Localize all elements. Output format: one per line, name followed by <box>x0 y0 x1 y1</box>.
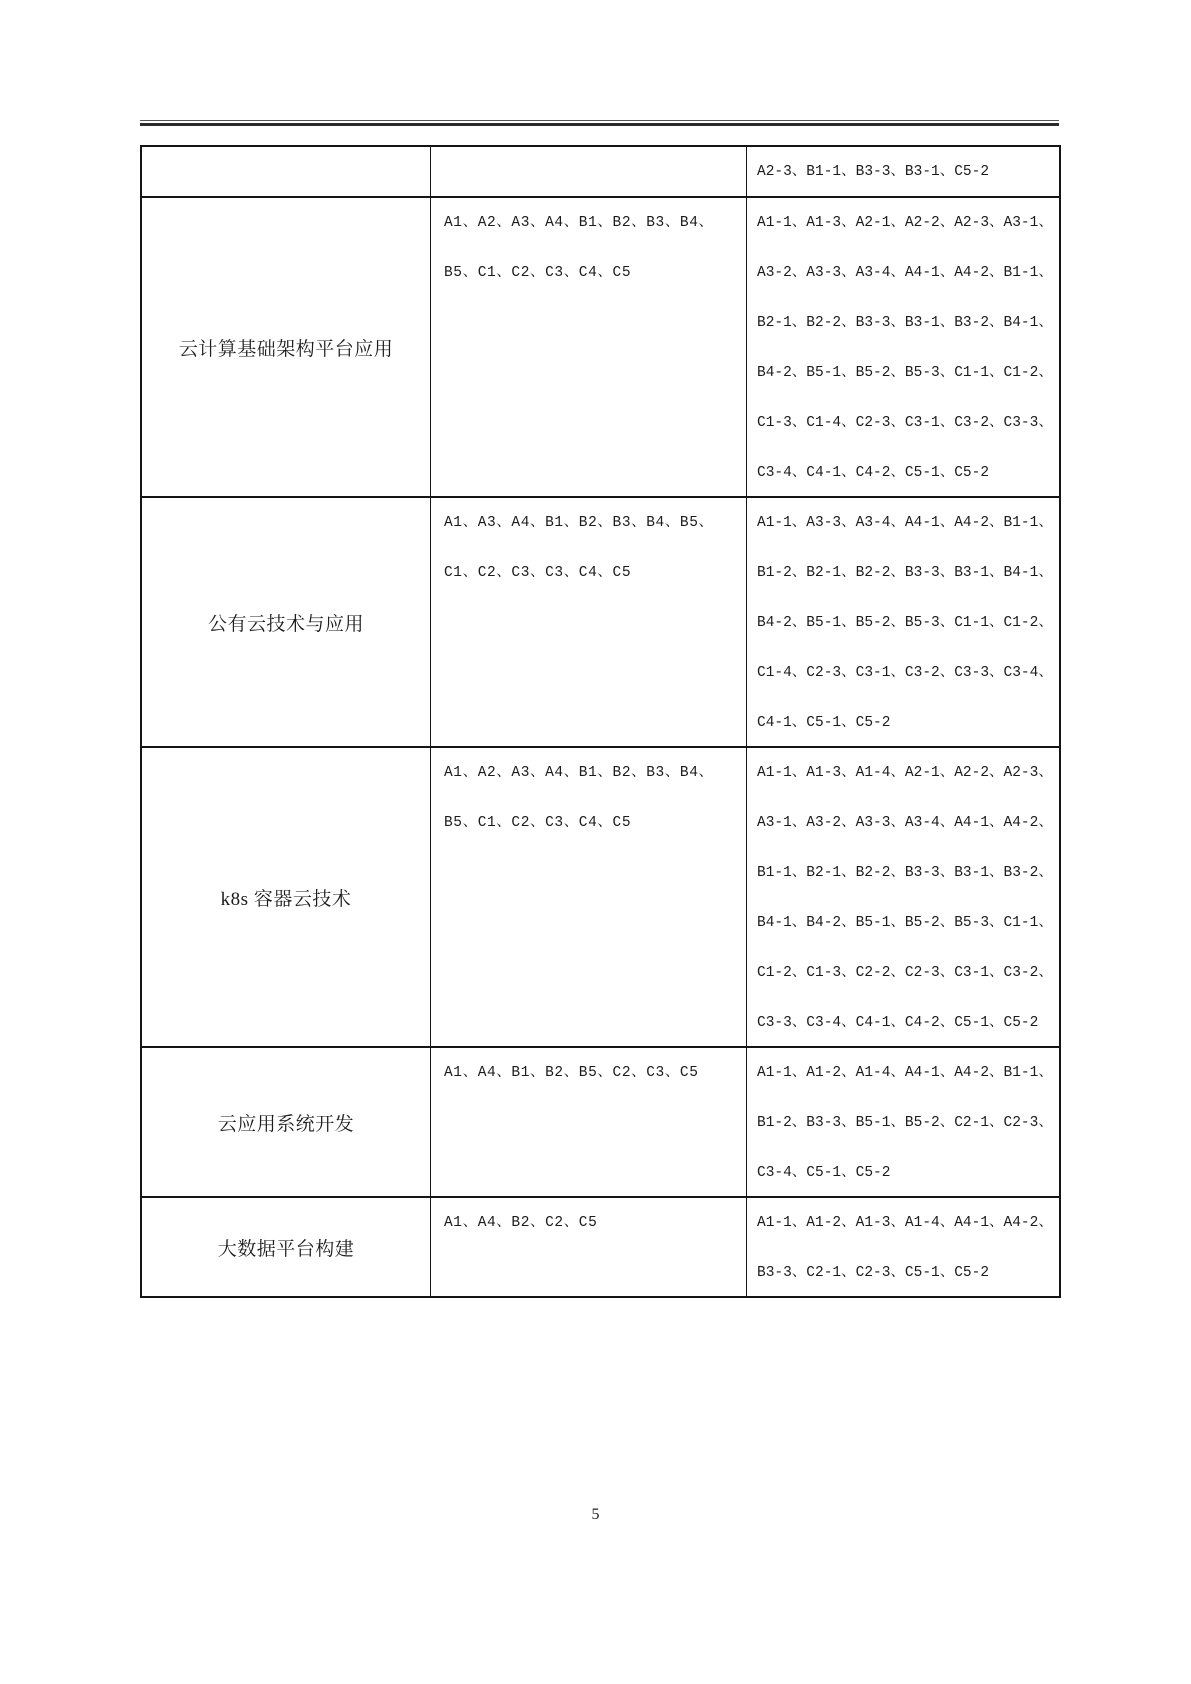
header-rule <box>140 120 1059 126</box>
course-name: 云计算基础架构平台应用 <box>178 338 394 360</box>
unit-code-line: A1、A2、A3、A4、B1、B2、B3、B4、 <box>444 215 714 231</box>
table-row <box>142 746 1059 1046</box>
course-name: k8s 容器云技术 <box>220 888 352 910</box>
detail-codes-cell <box>747 1048 1059 1196</box>
detail-codes-cell <box>747 1198 1059 1296</box>
detail-code-line: C3-4、C4-1、C4-2、C5-1、C5-2 <box>757 465 990 481</box>
unit-code-line: A1、A2、A3、A4、B1、B2、B3、B4、 <box>444 765 714 781</box>
detail-code-line: A3-2、A3-3、A3-4、A4-1、A4-2、B1-1、 <box>757 265 1053 281</box>
course-name: 云应用系统开发 <box>217 1113 355 1135</box>
detail-code-line: B4-2、B5-1、B5-2、B5-3、C1-1、C1-2、 <box>757 615 1053 631</box>
unit-code-line: A1、A4、B2、C2、C5 <box>444 1215 598 1231</box>
detail-code-line: B4-2、B5-1、B5-2、B5-3、C1-1、C1-2、 <box>757 365 1053 381</box>
detail-codes-cell <box>747 498 1059 746</box>
table-row <box>142 147 1059 196</box>
unit-codes-cell <box>431 498 747 746</box>
course-name: 公有云技术与应用 <box>207 613 364 635</box>
course-name-cell <box>142 1048 431 1196</box>
detail-code-line: C3-4、C5-1、C5-2 <box>757 1165 891 1181</box>
course-name-cell <box>142 498 431 746</box>
detail-code-line: B3-3、C2-1、C2-3、C5-1、C5-2 <box>757 1265 990 1281</box>
table-row <box>142 1196 1059 1296</box>
detail-codes-cell <box>747 198 1059 496</box>
unit-code-line: B5、C1、C2、C3、C4、C5 <box>444 815 632 831</box>
unit-codes-cell <box>431 147 747 196</box>
detail-code-line: C3-3、C3-4、C4-1、C4-2、C5-1、C5-2 <box>757 1015 1039 1031</box>
detail-code-line: A1-1、A1-3、A2-1、A2-2、A2-3、A3-1、 <box>757 215 1053 231</box>
table-row <box>142 496 1059 746</box>
unit-code-line: B5、C1、C2、C3、C4、C5 <box>444 265 632 281</box>
detail-codes-cell <box>747 147 1059 196</box>
unit-code-line: C1、C2、C3、C3、C4、C5 <box>444 565 632 581</box>
detail-code-line: B1-2、B2-1、B2-2、B3-3、B3-1、B4-1、 <box>757 565 1053 581</box>
unit-codes-cell <box>431 1198 747 1296</box>
detail-code-line: A3-1、A3-2、A3-3、A3-4、A4-1、A4-2、 <box>757 815 1053 831</box>
course-name-cell <box>142 198 431 496</box>
detail-code-line: A2-3、B1-1、B3-3、B3-1、C5-2 <box>757 164 990 180</box>
detail-code-line: A1-1、A1-2、A1-4、A4-1、A4-2、B1-1、 <box>757 1065 1053 1081</box>
detail-codes-cell <box>747 748 1059 1046</box>
detail-code-line: A1-1、A3-3、A3-4、A4-1、A4-2、B1-1、 <box>757 515 1053 531</box>
course-name-cell <box>142 1198 431 1296</box>
unit-codes-cell <box>431 748 747 1046</box>
unit-code-line: A1、A4、B1、B2、B5、C2、C3、C5 <box>444 1065 699 1081</box>
table-row <box>142 1046 1059 1196</box>
detail-code-line: B2-1、B2-2、B3-3、B3-1、B3-2、B4-1、 <box>757 315 1053 331</box>
unit-codes-cell <box>431 1048 747 1196</box>
detail-code-line: C1-3、C1-4、C2-3、C3-1、C3-2、C3-3、 <box>757 415 1053 431</box>
course-name: 大数据平台构建 <box>217 1238 355 1260</box>
unit-codes-cell <box>431 198 747 496</box>
detail-code-line: C4-1、C5-1、C5-2 <box>757 715 891 731</box>
detail-code-line: B1-2、B3-3、B5-1、B5-2、C2-1、C2-3、 <box>757 1115 1053 1131</box>
course-name-cell <box>142 748 431 1046</box>
unit-code-line: A1、A3、A4、B1、B2、B3、B4、B5、 <box>444 515 714 531</box>
detail-code-line: C1-4、C2-3、C3-1、C3-2、C3-3、C3-4、 <box>757 665 1053 681</box>
table-row <box>142 196 1059 496</box>
page-number: 5 <box>591 1506 600 1523</box>
detail-code-line: A1-1、A1-2、A1-3、A1-4、A4-1、A4-2、 <box>757 1215 1053 1231</box>
detail-code-line: B4-1、B4-2、B5-1、B5-2、B5-3、C1-1、 <box>757 915 1053 931</box>
course-name-cell <box>142 147 431 196</box>
course-mapping-table <box>140 145 1061 1298</box>
detail-code-line: B1-1、B2-1、B2-2、B3-3、B3-1、B3-2、 <box>757 865 1053 881</box>
detail-code-line: C1-2、C1-3、C2-2、C2-3、C3-1、C3-2、 <box>757 965 1053 981</box>
header-rule-thick-line <box>140 123 1059 126</box>
detail-code-line: A1-1、A1-3、A1-4、A2-1、A2-2、A2-3、 <box>757 765 1053 781</box>
